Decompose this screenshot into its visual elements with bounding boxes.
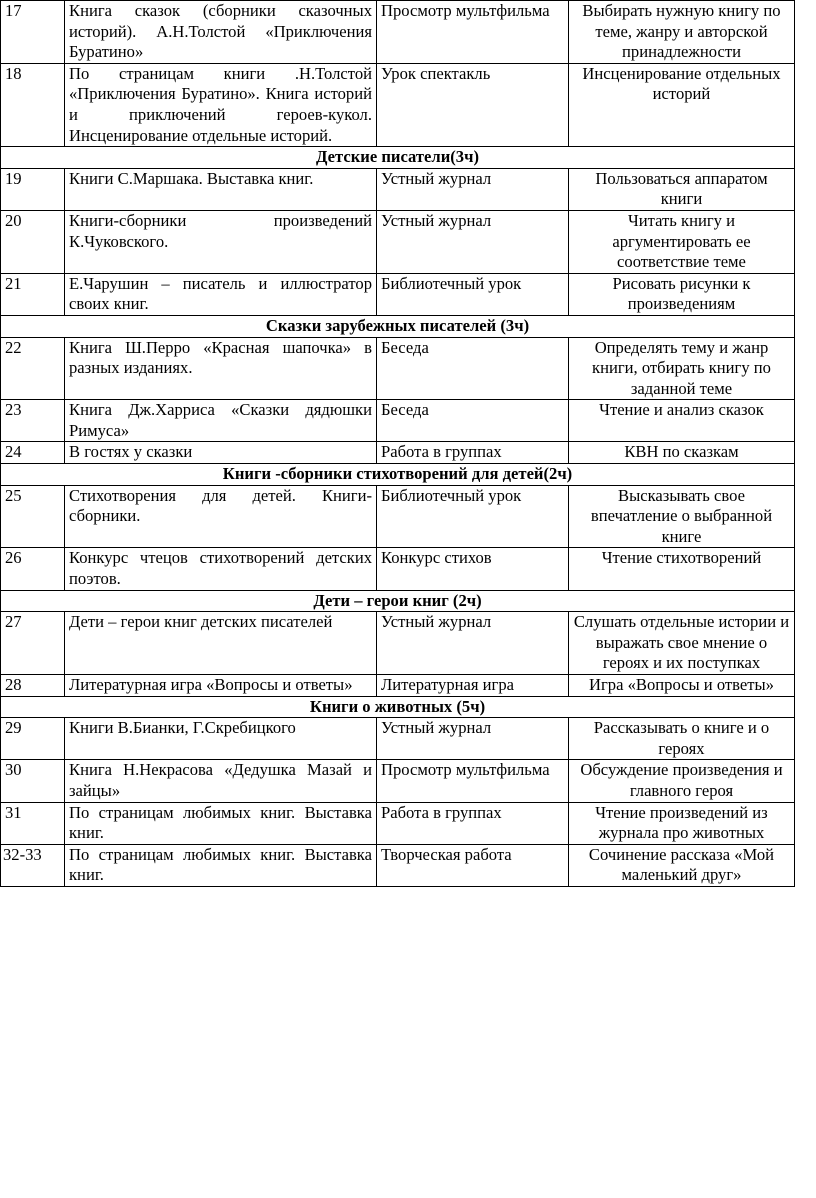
lesson-form-cell: Библиотечный урок xyxy=(377,485,569,548)
student-activity-cell: Чтение и анализ сказок xyxy=(569,400,795,442)
student-activity-cell: КВН по сказкам xyxy=(569,442,795,464)
student-activity-cell: Высказывать свое впечатление о выбранной книге xyxy=(569,485,795,548)
lesson-number-cell: 17 xyxy=(1,1,65,64)
table-row xyxy=(1,844,795,886)
lesson-form-cell: Беседа xyxy=(377,400,569,442)
lesson-topic-cell: Литературная игра «Вопросы и ответы» xyxy=(65,675,377,697)
lesson-topic-cell: Книга сказок (сборники сказочных историй). А.Н.Толстой «Приключения Буратино» xyxy=(65,1,377,64)
student-activity-cell: Чтение произведений из журнала про животных xyxy=(569,802,795,844)
student-activity-cell: Рассказывать о книге и о героях xyxy=(569,718,795,760)
lesson-number-cell: 21 xyxy=(1,273,65,315)
student-activity-cell: Рисовать рисунки к произведениям xyxy=(569,273,795,315)
table-row xyxy=(1,400,795,442)
lesson-number-cell: 20 xyxy=(1,210,65,273)
table-row xyxy=(1,63,795,146)
lesson-topic-cell: В гостях у сказки xyxy=(65,442,377,464)
lesson-topic-cell: Книга Дж.Харриса «Сказки дядюшки Римуса» xyxy=(65,400,377,442)
lesson-topic-cell: По страницам любимых книг. Выставка книг. xyxy=(65,844,377,886)
section-header-row xyxy=(1,464,795,486)
table-row xyxy=(1,718,795,760)
lesson-form-cell: Беседа xyxy=(377,337,569,400)
lesson-topic-cell: Е.Чарушин – писатель и иллюстратор своих книг. xyxy=(65,273,377,315)
lesson-topic-cell: Книга Н.Некрасова «Дедушка Мазай и зайцы» xyxy=(65,760,377,802)
student-activity-cell: Слушать отдельные истории и выражать свое мнение о героях и их поступках xyxy=(569,612,795,675)
table-row xyxy=(1,168,795,210)
lesson-form-cell: Работа в группах xyxy=(377,442,569,464)
lesson-form-cell: Библиотечный урок xyxy=(377,273,569,315)
table-row xyxy=(1,210,795,273)
student-activity-cell: Игра «Вопросы и ответы» xyxy=(569,675,795,697)
table-row xyxy=(1,485,795,548)
section-header-row xyxy=(1,315,795,337)
lesson-form-cell: Устный журнал xyxy=(377,718,569,760)
lesson-topic-cell: Стихотворения для детей. Книги-сборники. xyxy=(65,485,377,548)
lesson-topic-cell: Книги-сборники произведений К.Чуковского. xyxy=(65,210,377,273)
lesson-topic-cell: По страницам книги .Н.Толстой «Приключения Буратино». Книга историй и приключений героев-кукол. Инсценирование отдельные историй. xyxy=(65,63,377,146)
student-activity-cell: Инсценирование отдельных историй xyxy=(569,63,795,146)
lesson-topic-cell: Книги В.Бианки, Г.Скребицкого xyxy=(65,718,377,760)
table-row xyxy=(1,442,795,464)
student-activity-cell: Определять тему и жанр книги, отбирать книгу по заданной теме xyxy=(569,337,795,400)
lesson-number-cell: 22 xyxy=(1,337,65,400)
student-activity-cell: Читать книгу и аргументировать ее соответствие теме xyxy=(569,210,795,273)
table-row xyxy=(1,1,795,64)
lesson-form-cell: Устный журнал xyxy=(377,168,569,210)
table-row xyxy=(1,273,795,315)
section-title: Дети – герои книг (2ч) xyxy=(1,590,795,612)
lesson-form-cell: Просмотр мультфильма xyxy=(377,760,569,802)
table-row xyxy=(1,675,795,697)
lesson-number-cell: 28 xyxy=(1,675,65,697)
lesson-number-cell: 23 xyxy=(1,400,65,442)
lesson-form-cell: Устный журнал xyxy=(377,612,569,675)
section-title: Книги -сборники стихотворений для детей(2ч) xyxy=(1,464,795,486)
lesson-number-cell: 24 xyxy=(1,442,65,464)
lesson-number-cell: 31 xyxy=(1,802,65,844)
lesson-form-cell: Работа в группах xyxy=(377,802,569,844)
student-activity-cell: Пользоваться аппаратом книги xyxy=(569,168,795,210)
lesson-number-cell: 26 xyxy=(1,548,65,590)
lesson-topic-cell: Дети – герои книг детских писателей xyxy=(65,612,377,675)
lesson-form-cell: Урок спектакль xyxy=(377,63,569,146)
lesson-form-cell: Конкурс стихов xyxy=(377,548,569,590)
student-activity-cell: Чтение стихотворений xyxy=(569,548,795,590)
lesson-form-cell: Устный журнал xyxy=(377,210,569,273)
lesson-form-cell: Творческая работа xyxy=(377,844,569,886)
lesson-number-cell: 27 xyxy=(1,612,65,675)
table-row xyxy=(1,802,795,844)
lesson-number-cell: 30 xyxy=(1,760,65,802)
lesson-topic-cell: Конкурс чтецов стихотворений детских поэтов. xyxy=(65,548,377,590)
student-activity-cell: Обсуждение произведения и главного героя xyxy=(569,760,795,802)
student-activity-cell: Сочинение рассказа «Мой маленький друг» xyxy=(569,844,795,886)
lesson-plan-table-body xyxy=(1,1,795,887)
lesson-number-cell: 25 xyxy=(1,485,65,548)
lesson-number-cell: 32-33 xyxy=(1,844,65,886)
lesson-topic-cell: По страницам любимых книг. Выставка книг. xyxy=(65,802,377,844)
section-title: Детские писатели(3ч) xyxy=(1,147,795,169)
lesson-topic-cell: Книга Ш.Перро «Красная шапочка» в разных изданиях. xyxy=(65,337,377,400)
section-header-row xyxy=(1,696,795,718)
student-activity-cell: Выбирать нужную книгу по теме, жанру и авторской принадлежности xyxy=(569,1,795,64)
lesson-number-cell: 19 xyxy=(1,168,65,210)
section-header-row xyxy=(1,590,795,612)
lesson-number-cell: 29 xyxy=(1,718,65,760)
lesson-number-cell: 18 xyxy=(1,63,65,146)
section-title: Сказки зарубежных писателей (3ч) xyxy=(1,315,795,337)
lesson-form-cell: Литературная игра xyxy=(377,675,569,697)
table-row xyxy=(1,337,795,400)
section-title: Книги о животных (5ч) xyxy=(1,696,795,718)
table-row xyxy=(1,760,795,802)
table-row xyxy=(1,612,795,675)
lesson-form-cell: Просмотр мультфильма xyxy=(377,1,569,64)
lesson-topic-cell: Книги С.Маршака. Выставка книг. xyxy=(65,168,377,210)
table-row xyxy=(1,548,795,590)
section-header-row xyxy=(1,147,795,169)
